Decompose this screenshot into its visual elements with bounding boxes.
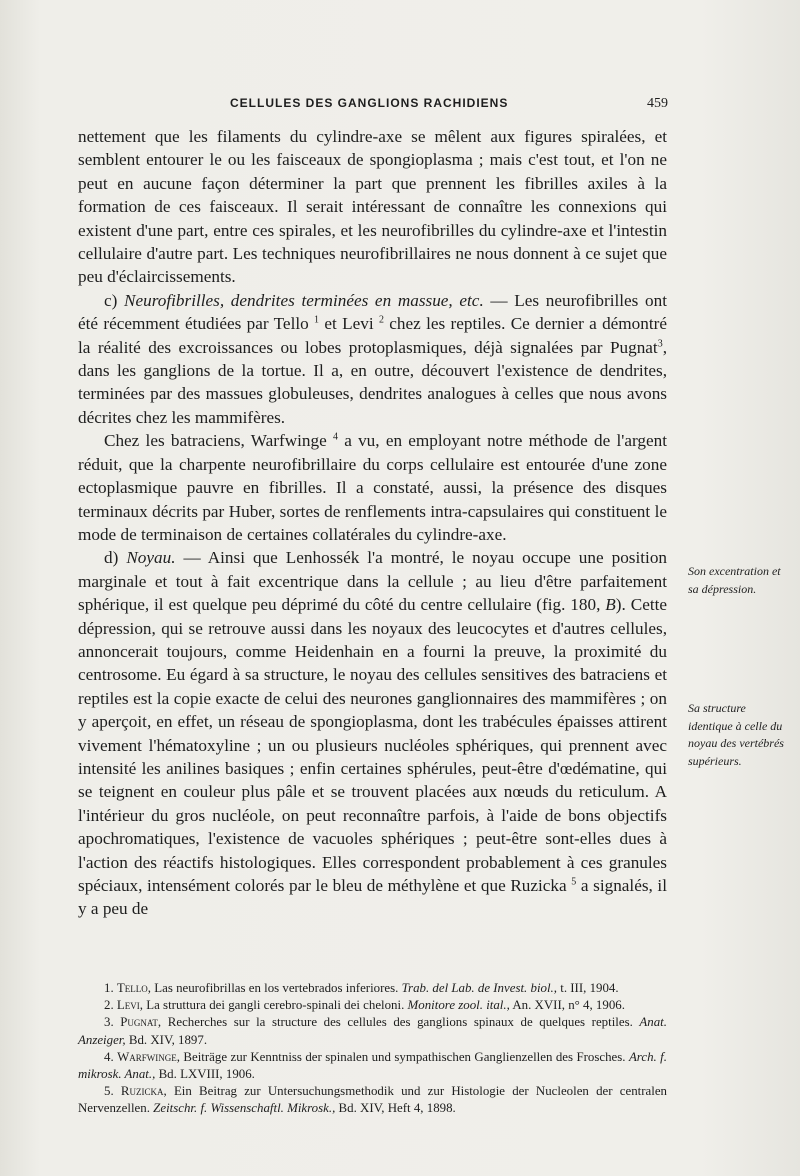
paragraph-4-text-b: ). Cette dépression, qui se retrouve aussi dans les noyaux des leucocytes et d'autres cellules, annoncerait toujours, comme Heidenhain en a fourni la preuve, la proximité du centrosome. Eu égard à sa structure, le noyau des cellules sensitives des batraciens et reptiles est la copie exacte de celui des neurones ganglionnaires des mammifères ; on y aperçoit, en effet, un réseau de spongioplasma, dont les trabécules épaisses attirent vivement l'hématoxyline ; un ou plusieurs nucléoles sphériques, qui prennent avec intensité les anilines basiques ; enfin certaines sphérules, peut-être d'œdématine, qui se teignent en couleur plus pâle et se trouvent placées aux nœuds du reticulum. A l'intérieur du gros nucléole, on peut reconnaître parfois, à l'aide de bons objectifs apochromatiques, l'existence de vacuoles sphériques ; peut-être sont-elles dues à l'action des réactifs histologiques. Elles correspondent probablement à ces granules spéciaux, intensément colorés par le bleu de méthylène et que Ruzicka bbox=[78, 595, 668, 895]
footnote-volume: Bd. LXVIII, 1906. bbox=[158, 1067, 255, 1082]
paragraph-4-text-a: — Ainsi que Lenhossék l'a montré, le noyau occupe une position marginale et tout à fait excentrique dans la cellule ; au lieu d'être parfaitement sphérique, il est quelque peu déprimé du côté du centre cellulaire (fig. 180, bbox=[78, 548, 668, 615]
footnotes bbox=[78, 980, 667, 1118]
footnote-ref-4: 4 bbox=[332, 431, 338, 443]
footnote-journal: Zeitschr. f. Wissenschaftl. Mikrosk., bbox=[153, 1101, 336, 1116]
footnote-ref-1: 1 bbox=[314, 314, 320, 326]
footnote-journal: Trab. del Lab. de Invest. biol., bbox=[401, 981, 557, 995]
footnote-3 bbox=[78, 1014, 667, 1048]
footnote-journal: Anat. Anzeiger, bbox=[78, 1015, 667, 1047]
section-label-c: c) bbox=[104, 290, 118, 310]
main-text bbox=[78, 125, 667, 921]
footnote-title: La struttura dei gangli cerebro-spinali dei cheloni. bbox=[146, 998, 405, 1013]
footnote-number: 3. bbox=[104, 1015, 114, 1030]
footnote-1 bbox=[78, 980, 667, 997]
margin-note-structure: Sa structure identique à celle du noyau des vertébrés supérieurs. bbox=[688, 701, 784, 768]
section-heading-neurofibrilles: Neurofibrilles, dendrites terminées en massue, etc. bbox=[124, 290, 484, 310]
paragraph-3-text-a: Chez les batraciens, Warfwinge bbox=[104, 431, 327, 451]
paragraph-1-text: nettement que les filaments du cylindre-axe se mêlent aux figures spiralées, et semblent entourer le ou les faisceaux de spongioplasma ; mais c'est tout, et l'on ne peut en aucune façon déterminer la part que prennent les fibrilles axiles à la formation de ces faisceaux. Il serait intéressant de connaître les connexions qui existent d'une part, entre ces spirales, et les neurofibrilles du cylindre-axe et l'intestin cellulaire d'autre part. Les techniques neurofibrillaires ne nous donnent à ce sujet que peu d'éclaircissements. bbox=[78, 127, 667, 287]
footnote-ref-5: 5 bbox=[571, 876, 577, 888]
paragraph-2-text-a: — Les neurofibrilles ont été récemment étudiées par Tello bbox=[78, 290, 667, 334]
footnote-title: Recherches sur la structure des cellules des ganglions spinaux de quelques reptiles. bbox=[167, 1015, 633, 1030]
paragraph-neurofibrilles bbox=[78, 289, 667, 429]
footnote-2 bbox=[78, 997, 667, 1014]
footnote-author: Ruzicka, bbox=[120, 1084, 167, 1099]
footnote-title: Ein Beitrag zur Untersuchungsmethodik und zur Histologie der Nucleolen der centralen Nervenzellen. bbox=[78, 1084, 667, 1116]
paragraph-2-text-b: et Levi bbox=[324, 314, 374, 334]
footnote-author: Tello, bbox=[116, 981, 151, 995]
footnote-number: 5. bbox=[104, 1084, 114, 1099]
paragraph-batraciens bbox=[78, 429, 667, 546]
margin-note-excentration: Son excentration et sa dépression. bbox=[688, 564, 781, 596]
section-label-d: d) bbox=[104, 548, 119, 568]
footnote-journal: Arch. f. mikrosk. Anat., bbox=[78, 1049, 667, 1082]
footnote-number: 2. bbox=[104, 998, 114, 1013]
paragraph-4-text-c: a signalés, il y a peu de bbox=[78, 876, 667, 919]
running-title: CELLULES DES GANGLIONS RACHIDIENS bbox=[230, 96, 509, 110]
footnote-ref-3: 3 bbox=[657, 337, 663, 349]
footnote-volume: An. XVII, n° 4, 1906. bbox=[512, 998, 625, 1013]
footnote-4 bbox=[78, 1049, 667, 1083]
paragraph-noyau bbox=[78, 546, 667, 921]
section-heading-noyau: Noyau. bbox=[126, 548, 176, 568]
footnote-number: 1. bbox=[104, 981, 114, 995]
paragraph-2-text-d: , dans les ganglions de la tortue. Il a, en outre, découvert l'existence de dendrites, terminées par des massues globuleuses, dendrites analogues à celles que nous avons décrites chez les mammifères. bbox=[78, 337, 667, 427]
page-number: 459 bbox=[647, 96, 668, 111]
footnote-title: Beiträge zur Kenntniss der spinalen und sympathischen Ganglienzellen des Frosches. bbox=[183, 1049, 626, 1064]
footnote-volume: t. III, 1904. bbox=[560, 981, 619, 995]
footnote-title: Las neurofibrillas en los vertebrados inferiores. bbox=[154, 981, 399, 995]
footnote-author: Pugnat, bbox=[120, 1015, 162, 1030]
footnote-journal: Monitore zool. ital., bbox=[407, 998, 510, 1013]
paragraph-1 bbox=[78, 125, 667, 289]
footnote-volume: Bd. XIV, Heft 4, 1898. bbox=[338, 1101, 456, 1116]
footnote-volume: Bd. XIV, 1897. bbox=[128, 1032, 208, 1047]
figure-ref-b: B bbox=[605, 595, 616, 615]
footnote-author: Levi, bbox=[116, 998, 143, 1013]
paragraph-3-text-b: a vu, en employant notre méthode de l'argent réduit, que la charpente neurofibrillaire du corps cellulaire est entourée d'une zone ectoplasmique pauvre en fibrilles. Il a constaté, aussi, la présence des disques terminaux décrits par Huber, sortes de renflements intra-capsulaires qui constituent le mode de terminaison de certaines collatérales du cylindre-axe. bbox=[78, 431, 668, 544]
footnote-number: 4. bbox=[104, 1049, 114, 1064]
page-header bbox=[78, 96, 668, 116]
paragraph-2-text-c: chez les reptiles. Ce dernier a démontré la réalité des excroissances ou lobes protoplasmiques, déjà signalées par Pugnat bbox=[78, 314, 667, 357]
footnote-5 bbox=[78, 1083, 667, 1117]
footnote-ref-2: 2 bbox=[378, 314, 384, 326]
footnote-author: Warfwinge, bbox=[117, 1049, 180, 1064]
